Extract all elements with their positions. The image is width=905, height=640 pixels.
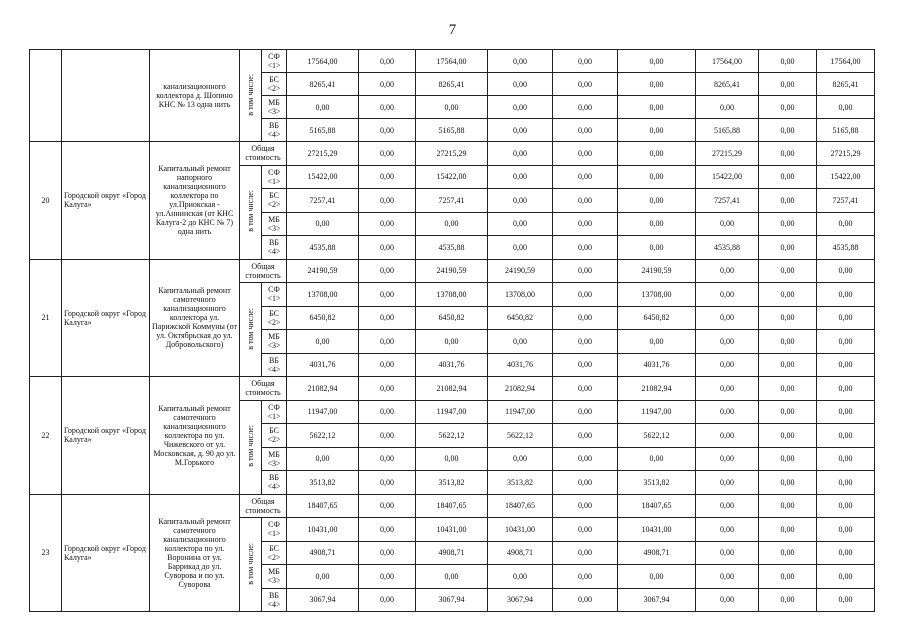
row-number: 20 bbox=[30, 142, 62, 260]
amount-cell: 0,00 bbox=[759, 189, 817, 213]
table-row bbox=[30, 50, 875, 73]
amount-cell: 0,00 bbox=[696, 588, 759, 612]
amount-cell: 0,00 bbox=[696, 424, 759, 448]
amount-cell: 0,00 bbox=[618, 330, 696, 354]
amount-cell: 8265,41 bbox=[416, 73, 488, 96]
amount-cell: 0,00 bbox=[817, 306, 875, 330]
amount-cell: 0,00 bbox=[359, 306, 416, 330]
amount-cell: 10431,00 bbox=[416, 518, 488, 542]
amount-cell: 5165,88 bbox=[696, 119, 759, 142]
amount-cell: 8265,41 bbox=[817, 73, 875, 96]
total-value-cell: 0,00 bbox=[759, 377, 817, 401]
amount-cell: 0,00 bbox=[553, 189, 618, 213]
amount-cell: 0,00 bbox=[817, 518, 875, 542]
amount-cell: 0,00 bbox=[759, 96, 817, 119]
total-value-cell: 27215,29 bbox=[817, 142, 875, 166]
amount-cell: 3067,94 bbox=[488, 588, 553, 612]
row-number: 22 bbox=[30, 377, 62, 495]
amount-cell: 0,00 bbox=[488, 565, 553, 589]
amount-cell: 0,00 bbox=[759, 400, 817, 424]
amount-cell: 4908,71 bbox=[416, 541, 488, 565]
total-value-cell: 0,00 bbox=[759, 494, 817, 518]
amount-cell: 0,00 bbox=[488, 50, 553, 73]
total-cost-label: Общая стоимость bbox=[240, 259, 287, 283]
amount-cell: 0,00 bbox=[618, 565, 696, 589]
amount-cell: 0,00 bbox=[696, 565, 759, 589]
object-name-cell: канализационного коллектора д. Шопино КНС № 13 одна нить bbox=[150, 50, 240, 142]
amount-cell: 0,00 bbox=[488, 447, 553, 471]
funding-source-code: ВБ <4> bbox=[262, 236, 287, 260]
total-value-cell: 0,00 bbox=[553, 377, 618, 401]
amount-cell: 0,00 bbox=[553, 283, 618, 307]
amount-cell: 0,00 bbox=[359, 330, 416, 354]
total-value-cell: 18407,65 bbox=[618, 494, 696, 518]
amount-cell: 0,00 bbox=[759, 541, 817, 565]
amount-cell: 4535,88 bbox=[416, 236, 488, 260]
funding-source-code: БС <2> bbox=[262, 73, 287, 96]
amount-cell: 0,00 bbox=[759, 353, 817, 377]
amount-cell: 5622,12 bbox=[488, 424, 553, 448]
row-number: 23 bbox=[30, 494, 62, 612]
amount-cell: 0,00 bbox=[817, 541, 875, 565]
amount-cell: 4535,88 bbox=[696, 236, 759, 260]
amount-cell: 5165,88 bbox=[287, 119, 359, 142]
amount-cell: 0,00 bbox=[553, 236, 618, 260]
amount-cell: 0,00 bbox=[553, 330, 618, 354]
amount-cell: 17564,00 bbox=[817, 50, 875, 73]
amount-cell: 0,00 bbox=[553, 50, 618, 73]
amount-cell: 4535,88 bbox=[817, 236, 875, 260]
amount-cell: 0,00 bbox=[488, 236, 553, 260]
amount-cell: 0,00 bbox=[287, 565, 359, 589]
total-value-cell: 0,00 bbox=[759, 142, 817, 166]
amount-cell: 3067,94 bbox=[416, 588, 488, 612]
total-value-cell: 21082,94 bbox=[287, 377, 359, 401]
amount-cell: 0,00 bbox=[359, 518, 416, 542]
amount-cell: 4908,71 bbox=[618, 541, 696, 565]
municipality-cell: Городской округ «Город Калуга» bbox=[62, 142, 150, 260]
amount-cell: 0,00 bbox=[759, 588, 817, 612]
amount-cell: 10431,00 bbox=[287, 518, 359, 542]
total-value-cell: 27215,29 bbox=[287, 142, 359, 166]
total-value-cell: 24190,59 bbox=[488, 259, 553, 283]
total-value-cell: 0,00 bbox=[696, 377, 759, 401]
funding-source-code: ВБ <4> bbox=[262, 588, 287, 612]
funding-source-code: СФ <1> bbox=[262, 50, 287, 73]
amount-cell: 6450,82 bbox=[416, 306, 488, 330]
amount-cell: 0,00 bbox=[696, 471, 759, 495]
amount-cell: 15422,00 bbox=[817, 165, 875, 189]
funding-source-code: МБ <3> bbox=[262, 330, 287, 354]
amount-cell: 0,00 bbox=[359, 236, 416, 260]
funding-source-code: МБ <3> bbox=[262, 565, 287, 589]
amount-cell: 0,00 bbox=[618, 447, 696, 471]
amount-cell: 0,00 bbox=[696, 212, 759, 236]
amount-cell: 0,00 bbox=[359, 471, 416, 495]
total-value-cell: 0,00 bbox=[817, 494, 875, 518]
amount-cell: 0,00 bbox=[817, 283, 875, 307]
amount-cell: 5165,88 bbox=[416, 119, 488, 142]
amount-cell: 13708,00 bbox=[618, 283, 696, 307]
amount-cell: 0,00 bbox=[759, 518, 817, 542]
amount-cell: 0,00 bbox=[696, 306, 759, 330]
amount-cell: 13708,00 bbox=[488, 283, 553, 307]
amount-cell: 0,00 bbox=[759, 165, 817, 189]
amount-cell: 0,00 bbox=[553, 306, 618, 330]
amount-cell: 0,00 bbox=[618, 96, 696, 119]
amount-cell: 0,00 bbox=[359, 400, 416, 424]
total-value-cell: 24190,59 bbox=[416, 259, 488, 283]
amount-cell: 5622,12 bbox=[287, 424, 359, 448]
amount-cell: 0,00 bbox=[817, 330, 875, 354]
table-row bbox=[30, 377, 875, 401]
including-label-cell bbox=[240, 283, 262, 377]
funding-source-code: ВБ <4> bbox=[262, 471, 287, 495]
amount-cell: 11947,00 bbox=[488, 400, 553, 424]
amount-cell: 0,00 bbox=[553, 541, 618, 565]
funding-source-code: БС <2> bbox=[262, 306, 287, 330]
amount-cell: 0,00 bbox=[759, 306, 817, 330]
amount-cell: 0,00 bbox=[488, 165, 553, 189]
amount-cell: 0,00 bbox=[696, 447, 759, 471]
municipality-cell bbox=[62, 50, 150, 142]
amount-cell: 0,00 bbox=[696, 283, 759, 307]
amount-cell: 0,00 bbox=[553, 73, 618, 96]
amount-cell: 8265,41 bbox=[696, 73, 759, 96]
amount-cell: 0,00 bbox=[618, 50, 696, 73]
amount-cell: 0,00 bbox=[553, 353, 618, 377]
total-value-cell: 0,00 bbox=[553, 259, 618, 283]
total-value-cell: 18407,65 bbox=[416, 494, 488, 518]
amount-cell: 3067,94 bbox=[287, 588, 359, 612]
amount-cell: 0,00 bbox=[416, 330, 488, 354]
total-value-cell: 0,00 bbox=[553, 494, 618, 518]
amount-cell: 0,00 bbox=[359, 541, 416, 565]
amount-cell: 0,00 bbox=[618, 189, 696, 213]
amount-cell: 5622,12 bbox=[416, 424, 488, 448]
page-number: 7 bbox=[448, 22, 457, 38]
municipality-cell: Городской округ «Город Калуга» bbox=[62, 259, 150, 377]
amount-cell: 17564,00 bbox=[416, 50, 488, 73]
amount-cell: 0,00 bbox=[553, 565, 618, 589]
amount-cell: 11947,00 bbox=[416, 400, 488, 424]
amount-cell: 0,00 bbox=[359, 447, 416, 471]
amount-cell: 0,00 bbox=[759, 119, 817, 142]
amount-cell: 0,00 bbox=[696, 400, 759, 424]
amount-cell: 0,00 bbox=[359, 119, 416, 142]
amount-cell: 6450,82 bbox=[287, 306, 359, 330]
amount-cell: 0,00 bbox=[759, 565, 817, 589]
amount-cell: 0,00 bbox=[488, 330, 553, 354]
amount-cell: 7257,41 bbox=[287, 189, 359, 213]
amount-cell: 0,00 bbox=[359, 588, 416, 612]
amount-cell: 0,00 bbox=[696, 353, 759, 377]
total-value-cell: 0,00 bbox=[488, 142, 553, 166]
amount-cell: 4031,76 bbox=[618, 353, 696, 377]
amount-cell: 5165,88 bbox=[817, 119, 875, 142]
amount-cell: 0,00 bbox=[416, 565, 488, 589]
total-value-cell: 0,00 bbox=[817, 259, 875, 283]
amount-cell: 0,00 bbox=[553, 119, 618, 142]
amount-cell: 0,00 bbox=[759, 236, 817, 260]
amount-cell: 11947,00 bbox=[618, 400, 696, 424]
funding-source-code: СФ <1> bbox=[262, 400, 287, 424]
amount-cell: 0,00 bbox=[553, 447, 618, 471]
amount-cell: 0,00 bbox=[359, 565, 416, 589]
amount-cell: 0,00 bbox=[553, 518, 618, 542]
total-cost-label: Общая стоимость bbox=[240, 494, 287, 518]
including-label-cell bbox=[240, 518, 262, 612]
funding-source-code: ВБ <4> bbox=[262, 353, 287, 377]
amount-cell: 0,00 bbox=[696, 96, 759, 119]
including-label: в том числе: bbox=[246, 425, 255, 467]
amount-cell: 0,00 bbox=[618, 236, 696, 260]
amount-cell: 0,00 bbox=[416, 447, 488, 471]
amount-cell: 0,00 bbox=[618, 165, 696, 189]
funding-source-code: МБ <3> bbox=[262, 447, 287, 471]
including-label-cell bbox=[240, 400, 262, 494]
total-value-cell: 24190,59 bbox=[618, 259, 696, 283]
including-label: в том числе: bbox=[246, 307, 255, 350]
including-label: в том числе: bbox=[246, 190, 255, 232]
total-value-cell: 0,00 bbox=[359, 259, 416, 283]
amount-cell: 3513,82 bbox=[488, 471, 553, 495]
amount-cell: 0,00 bbox=[359, 50, 416, 73]
amount-cell: 0,00 bbox=[287, 447, 359, 471]
table-row bbox=[30, 494, 875, 518]
total-value-cell: 0,00 bbox=[359, 377, 416, 401]
amount-cell: 3513,82 bbox=[416, 471, 488, 495]
amount-cell: 10431,00 bbox=[488, 518, 553, 542]
funding-source-code: СФ <1> bbox=[262, 518, 287, 542]
amount-cell: 0,00 bbox=[817, 96, 875, 119]
amount-cell: 0,00 bbox=[359, 424, 416, 448]
amount-cell: 8265,41 bbox=[287, 73, 359, 96]
amount-cell: 0,00 bbox=[553, 588, 618, 612]
amount-cell: 0,00 bbox=[817, 424, 875, 448]
amount-cell: 0,00 bbox=[696, 330, 759, 354]
amount-cell: 17564,00 bbox=[287, 50, 359, 73]
amount-cell: 5622,12 bbox=[618, 424, 696, 448]
amount-cell: 0,00 bbox=[553, 96, 618, 119]
amount-cell: 0,00 bbox=[488, 189, 553, 213]
total-cost-label: Общая стоимость bbox=[240, 377, 287, 401]
amount-cell: 0,00 bbox=[696, 518, 759, 542]
amount-cell: 13708,00 bbox=[287, 283, 359, 307]
amount-cell: 0,00 bbox=[359, 283, 416, 307]
amount-cell: 7257,41 bbox=[696, 189, 759, 213]
amount-cell: 0,00 bbox=[287, 96, 359, 119]
amount-cell: 0,00 bbox=[618, 119, 696, 142]
amount-cell: 0,00 bbox=[488, 119, 553, 142]
amount-cell: 0,00 bbox=[618, 73, 696, 96]
including-label-cell bbox=[240, 165, 262, 259]
amount-cell: 0,00 bbox=[759, 212, 817, 236]
row-number bbox=[30, 50, 62, 142]
amount-cell: 0,00 bbox=[553, 424, 618, 448]
amount-cell: 0,00 bbox=[696, 541, 759, 565]
amount-cell: 4031,76 bbox=[416, 353, 488, 377]
total-value-cell: 0,00 bbox=[359, 494, 416, 518]
total-value-cell: 21082,94 bbox=[618, 377, 696, 401]
municipality-cell: Городской округ «Город Калуга» bbox=[62, 494, 150, 612]
total-value-cell: 18407,65 bbox=[287, 494, 359, 518]
amount-cell: 0,00 bbox=[553, 165, 618, 189]
amount-cell: 17564,00 bbox=[696, 50, 759, 73]
total-value-cell: 0,00 bbox=[553, 142, 618, 166]
amount-cell: 0,00 bbox=[553, 212, 618, 236]
amount-cell: 0,00 bbox=[817, 400, 875, 424]
amount-cell: 3513,82 bbox=[618, 471, 696, 495]
amount-cell: 3513,82 bbox=[287, 471, 359, 495]
total-value-cell: 27215,29 bbox=[696, 142, 759, 166]
funding-source-code: БС <2> bbox=[262, 424, 287, 448]
amount-cell: 0,00 bbox=[359, 212, 416, 236]
amount-cell: 0,00 bbox=[759, 447, 817, 471]
total-value-cell: 0,00 bbox=[759, 259, 817, 283]
amount-cell: 0,00 bbox=[359, 353, 416, 377]
amount-cell: 0,00 bbox=[759, 283, 817, 307]
amount-cell: 0,00 bbox=[287, 212, 359, 236]
object-name-cell: Капитальный ремонт самотечного канализационного коллектора по ул. Воронина от ул. Баррикад до ул. Суворова и по ул. Суворова bbox=[150, 494, 240, 612]
amount-cell: 0,00 bbox=[817, 588, 875, 612]
amount-cell: 0,00 bbox=[416, 212, 488, 236]
total-value-cell: 18407,65 bbox=[488, 494, 553, 518]
amount-cell: 15422,00 bbox=[416, 165, 488, 189]
total-value-cell: 21082,94 bbox=[488, 377, 553, 401]
object-name-cell: Капитальный ремонт самотечного канализационного коллектора ул. Парижской Коммуны (от ул. Октябрьская до ул. Добровольского) bbox=[150, 259, 240, 377]
amount-cell: 15422,00 bbox=[696, 165, 759, 189]
total-value-cell: 21082,94 bbox=[416, 377, 488, 401]
amount-cell: 3067,94 bbox=[618, 588, 696, 612]
amount-cell: 6450,82 bbox=[618, 306, 696, 330]
total-value-cell: 0,00 bbox=[359, 142, 416, 166]
including-label: в том числе: bbox=[246, 542, 255, 585]
amount-cell: 4535,88 bbox=[287, 236, 359, 260]
amount-cell: 4908,71 bbox=[488, 541, 553, 565]
funding-source-code: БС <2> bbox=[262, 189, 287, 213]
funding-source-code: ВБ <4> bbox=[262, 119, 287, 142]
total-value-cell: 24190,59 bbox=[287, 259, 359, 283]
amount-cell: 0,00 bbox=[488, 73, 553, 96]
funding-source-code: МБ <3> bbox=[262, 96, 287, 119]
amount-cell: 0,00 bbox=[553, 471, 618, 495]
amount-cell: 10431,00 bbox=[618, 518, 696, 542]
amount-cell: 0,00 bbox=[359, 189, 416, 213]
budget-table bbox=[29, 49, 875, 612]
row-number: 21 bbox=[30, 259, 62, 377]
amount-cell: 15422,00 bbox=[287, 165, 359, 189]
amount-cell: 13708,00 bbox=[416, 283, 488, 307]
including-label-cell bbox=[240, 50, 262, 142]
object-name-cell: Капитальный ремонт самотечного канализационного коллектора по ул. Чижевского от ул. Московская, д. 90 до ул. М.Горького bbox=[150, 377, 240, 495]
total-value-cell: 27215,29 bbox=[416, 142, 488, 166]
amount-cell: 0,00 bbox=[359, 165, 416, 189]
amount-cell: 0,00 bbox=[287, 330, 359, 354]
amount-cell: 4031,76 bbox=[287, 353, 359, 377]
table-row bbox=[30, 142, 875, 166]
amount-cell: 0,00 bbox=[817, 447, 875, 471]
amount-cell: 0,00 bbox=[488, 96, 553, 119]
object-name-cell: Капитальный ремонт напорного канализационного коллектора по ул.Приокская - ул.Аннинская (от КНС Калуга-2 до КНС № 7) одна нить bbox=[150, 142, 240, 260]
amount-cell: 4908,71 bbox=[287, 541, 359, 565]
amount-cell: 0,00 bbox=[817, 565, 875, 589]
amount-cell: 7257,41 bbox=[416, 189, 488, 213]
funding-source-code: МБ <3> bbox=[262, 212, 287, 236]
amount-cell: 0,00 bbox=[817, 353, 875, 377]
amount-cell: 0,00 bbox=[759, 50, 817, 73]
amount-cell: 7257,41 bbox=[817, 189, 875, 213]
table-row bbox=[30, 259, 875, 283]
amount-cell: 0,00 bbox=[618, 212, 696, 236]
municipality-cell: Городской округ «Город Калуга» bbox=[62, 377, 150, 495]
funding-source-code: СФ <1> bbox=[262, 283, 287, 307]
amount-cell: 11947,00 bbox=[287, 400, 359, 424]
funding-source-code: СФ <1> bbox=[262, 165, 287, 189]
amount-cell: 0,00 bbox=[817, 212, 875, 236]
amount-cell: 0,00 bbox=[359, 96, 416, 119]
amount-cell: 0,00 bbox=[759, 424, 817, 448]
amount-cell: 0,00 bbox=[416, 96, 488, 119]
amount-cell: 0,00 bbox=[488, 212, 553, 236]
total-value-cell: 0,00 bbox=[618, 142, 696, 166]
including-label: в том числе: bbox=[246, 73, 255, 116]
amount-cell: 4031,76 bbox=[488, 353, 553, 377]
amount-cell: 0,00 bbox=[817, 471, 875, 495]
total-value-cell: 0,00 bbox=[817, 377, 875, 401]
amount-cell: 0,00 bbox=[759, 471, 817, 495]
amount-cell: 0,00 bbox=[759, 330, 817, 354]
amount-cell: 0,00 bbox=[759, 73, 817, 96]
amount-cell: 0,00 bbox=[553, 400, 618, 424]
amount-cell: 6450,82 bbox=[488, 306, 553, 330]
total-value-cell: 0,00 bbox=[696, 494, 759, 518]
total-value-cell: 0,00 bbox=[696, 259, 759, 283]
total-cost-label: Общая стоимость bbox=[240, 142, 287, 166]
amount-cell: 0,00 bbox=[359, 73, 416, 96]
funding-source-code: БС <2> bbox=[262, 541, 287, 565]
